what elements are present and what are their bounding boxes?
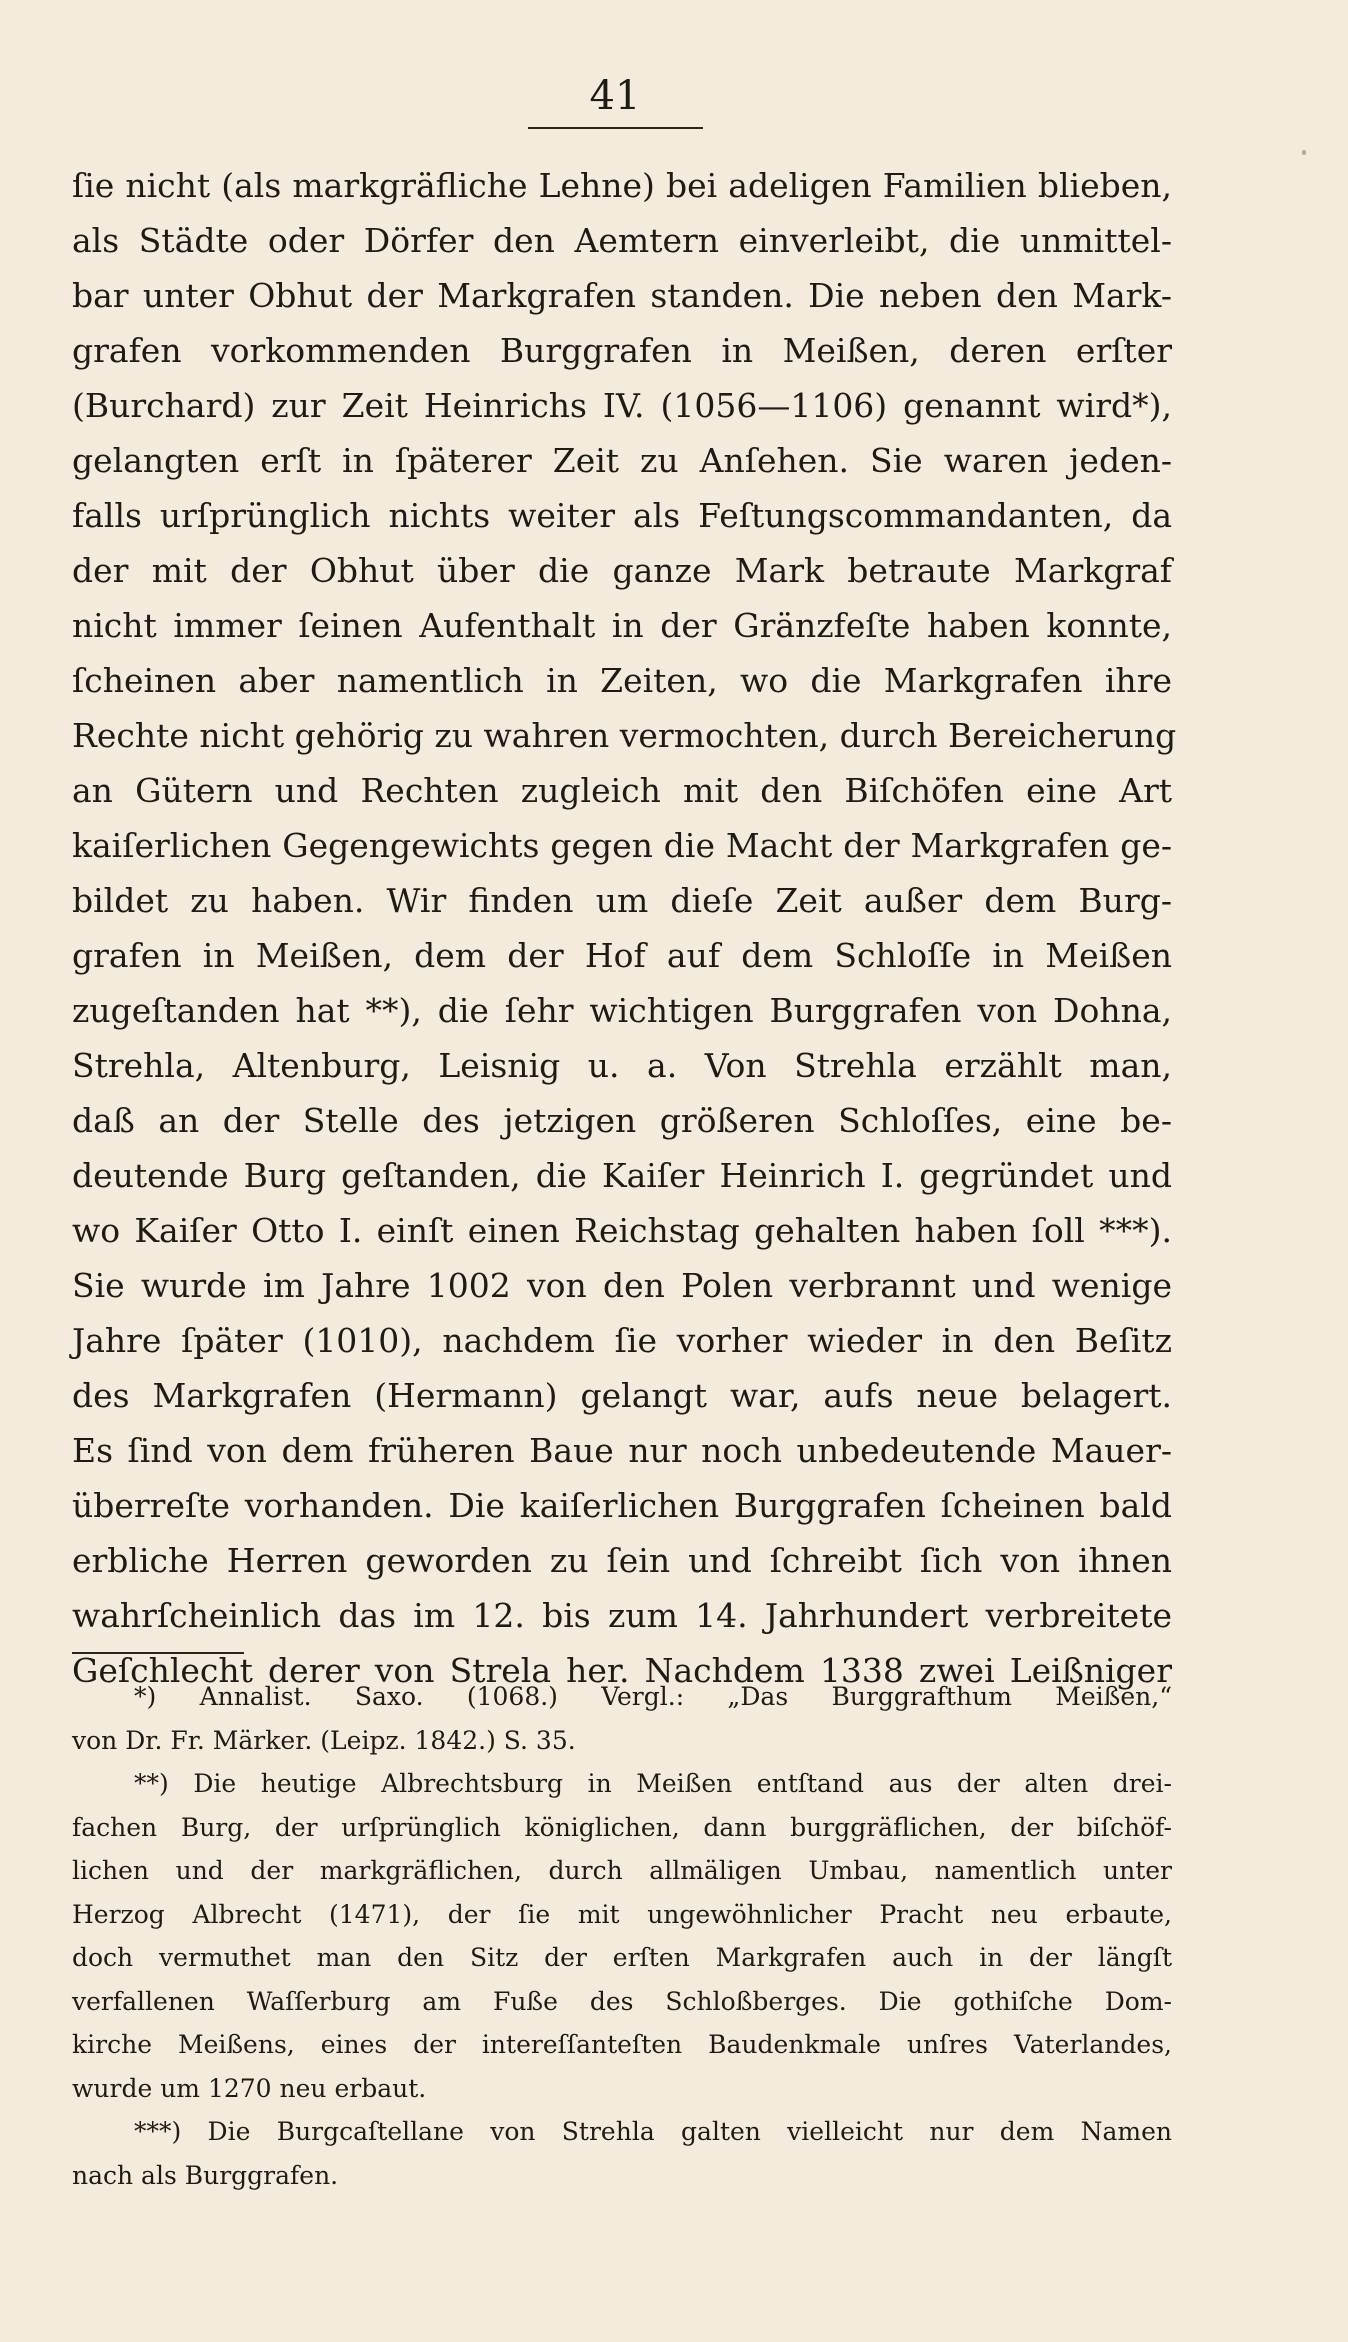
text-line: Jahre ſpäter (1010), nachdem ſie vorher wieder in den Beſitz bbox=[72, 1321, 1172, 1360]
text-line: (Burchard) zur Zeit Heinrichs IV. (1056—1106) genannt wird*), bbox=[72, 386, 1172, 425]
footnote-line: wurde um 1270 neu erbaut. bbox=[72, 2073, 427, 2103]
text-line: grafen vorkommenden Burggrafen in Meißen, deren erſter bbox=[72, 331, 1172, 370]
text-line: Strehla, Altenburg, Leisnig u. a. Von Strehla erzählt man, bbox=[72, 1046, 1172, 1085]
footnote-line: nach als Burggrafen. bbox=[72, 2160, 339, 2190]
footnote-line: von Dr. Fr. Märker. (Leipz. 1842.) S. 35. bbox=[72, 1725, 576, 1755]
text-line: ſcheinen aber namentlich in Zeiten, wo die Markgrafen ihre bbox=[72, 661, 1172, 700]
text-line: bildet zu haben. Wir finden um dieſe Zeit außer dem Burg- bbox=[72, 881, 1172, 920]
text-line: als Städte oder Dörfer den Aemtern einverleibt, die unmittel- bbox=[72, 221, 1172, 260]
text-line: deutende Burg geſtanden, die Kaiſer Heinrich I. gegründet und bbox=[72, 1156, 1172, 1195]
text-line: an Gütern und Rechten zugleich mit den Biſchöfen eine Art bbox=[72, 771, 1172, 810]
text-line: Es ſind von dem früheren Baue nur noch unbedeutende Mauer- bbox=[72, 1431, 1172, 1470]
footnote-line: fachen Burg, der urſprünglich königlichen, dann burggräflichen, der biſchöf- bbox=[72, 1812, 1172, 1842]
text-line: überreſte vorhanden. Die kaiſerlichen Burggrafen ſcheinen bald bbox=[72, 1486, 1172, 1525]
footnote-line: Herzog Albrecht (1471), der ſie mit ungewöhnlicher Pracht neu erbaute, bbox=[72, 1899, 1172, 1929]
paper-speck bbox=[1302, 150, 1306, 155]
text-line: ſie nicht (als markgräfliche Lehne) bei adeligen Familien blieben, bbox=[72, 166, 1172, 205]
footnote-line: **) Die heutige Albrechtsburg in Meißen entſtand aus der alten drei- bbox=[134, 1769, 1172, 1798]
text-line: zugeſtanden hat **), die ſehr wichtigen Burggrafen von Dohna, bbox=[72, 991, 1172, 1030]
text-line: bar unter Obhut der Markgrafen standen. Die neben den Mark- bbox=[72, 276, 1172, 315]
footnote-line: ***) Die Burgcaſtellane von Strehla galten vielleicht nur dem Namen bbox=[134, 2117, 1172, 2146]
text-line: gelangten erſt in ſpäterer Zeit zu Anſehen. Sie waren jeden- bbox=[72, 441, 1172, 480]
text-line: der mit der Obhut über die ganze Mark betraute Markgraf bbox=[72, 551, 1172, 590]
text-line: daß an der Stelle des jetzigen größeren Schloſſes, eine be- bbox=[72, 1101, 1172, 1140]
header-rule bbox=[528, 127, 703, 129]
text-line: nicht immer ſeinen Aufenthalt in der Gränzfeſte haben konnte, bbox=[72, 606, 1172, 645]
footnote-line: kirche Meißens, eines der intereſſanteſten Baudenkmale unſres Vaterlandes, bbox=[72, 2030, 1172, 2059]
footnote-rule bbox=[72, 1652, 244, 1654]
text-line: erbliche Herren geworden zu ſein und ſchreibt ſich von ihnen bbox=[72, 1541, 1172, 1580]
text-line: Rechte nicht gehörig zu wahren vermochten, durch Bereicherung bbox=[72, 716, 1177, 755]
text-line: grafen in Meißen, dem der Hof auf dem Schloſſe in Meißen bbox=[72, 936, 1172, 975]
text-line: Sie wurde im Jahre 1002 von den Polen verbrannt und wenige bbox=[72, 1266, 1172, 1305]
footnote-line: verfallenen Waſſerburg am Fuße des Schloßberges. Die gothiſche Dom- bbox=[72, 1986, 1172, 2016]
text-line: Geſchlecht derer von Strela her. Nachdem 1338 zwei Leißniger bbox=[72, 1651, 1172, 1690]
page-number: 41 bbox=[589, 73, 641, 119]
main-text-block bbox=[72, 158, 1177, 1698]
footnote-line: doch vermuthet man den Sitz der erſten Markgrafen auch in der längſt bbox=[72, 1943, 1172, 1972]
text-line: falls urſprünglich nichts weiter als Feſtungscommandanten, da bbox=[72, 496, 1172, 535]
footnote-line: lichen und der markgräflichen, durch allmäligen Umbau, namentlich unter bbox=[72, 1856, 1172, 1885]
footnotes-block bbox=[72, 1675, 1172, 2197]
text-line: wo Kaiſer Otto I. einſt einen Reichstag gehalten haben ſoll ***). bbox=[72, 1211, 1172, 1250]
text-line: kaiſerlichen Gegengewichts gegen die Macht der Markgrafen ge- bbox=[72, 826, 1172, 865]
footnote-line: *) Annalist. Saxo. (1068.) Vergl.: „Das Burggrafthum Meißen,“ bbox=[134, 1682, 1172, 1711]
text-line: des Markgrafen (Hermann) gelangt war, aufs neue belagert. bbox=[72, 1376, 1172, 1415]
text-line: wahrſcheinlich das im 12. bis zum 14. Jahrhundert verbreitete bbox=[72, 1596, 1172, 1635]
